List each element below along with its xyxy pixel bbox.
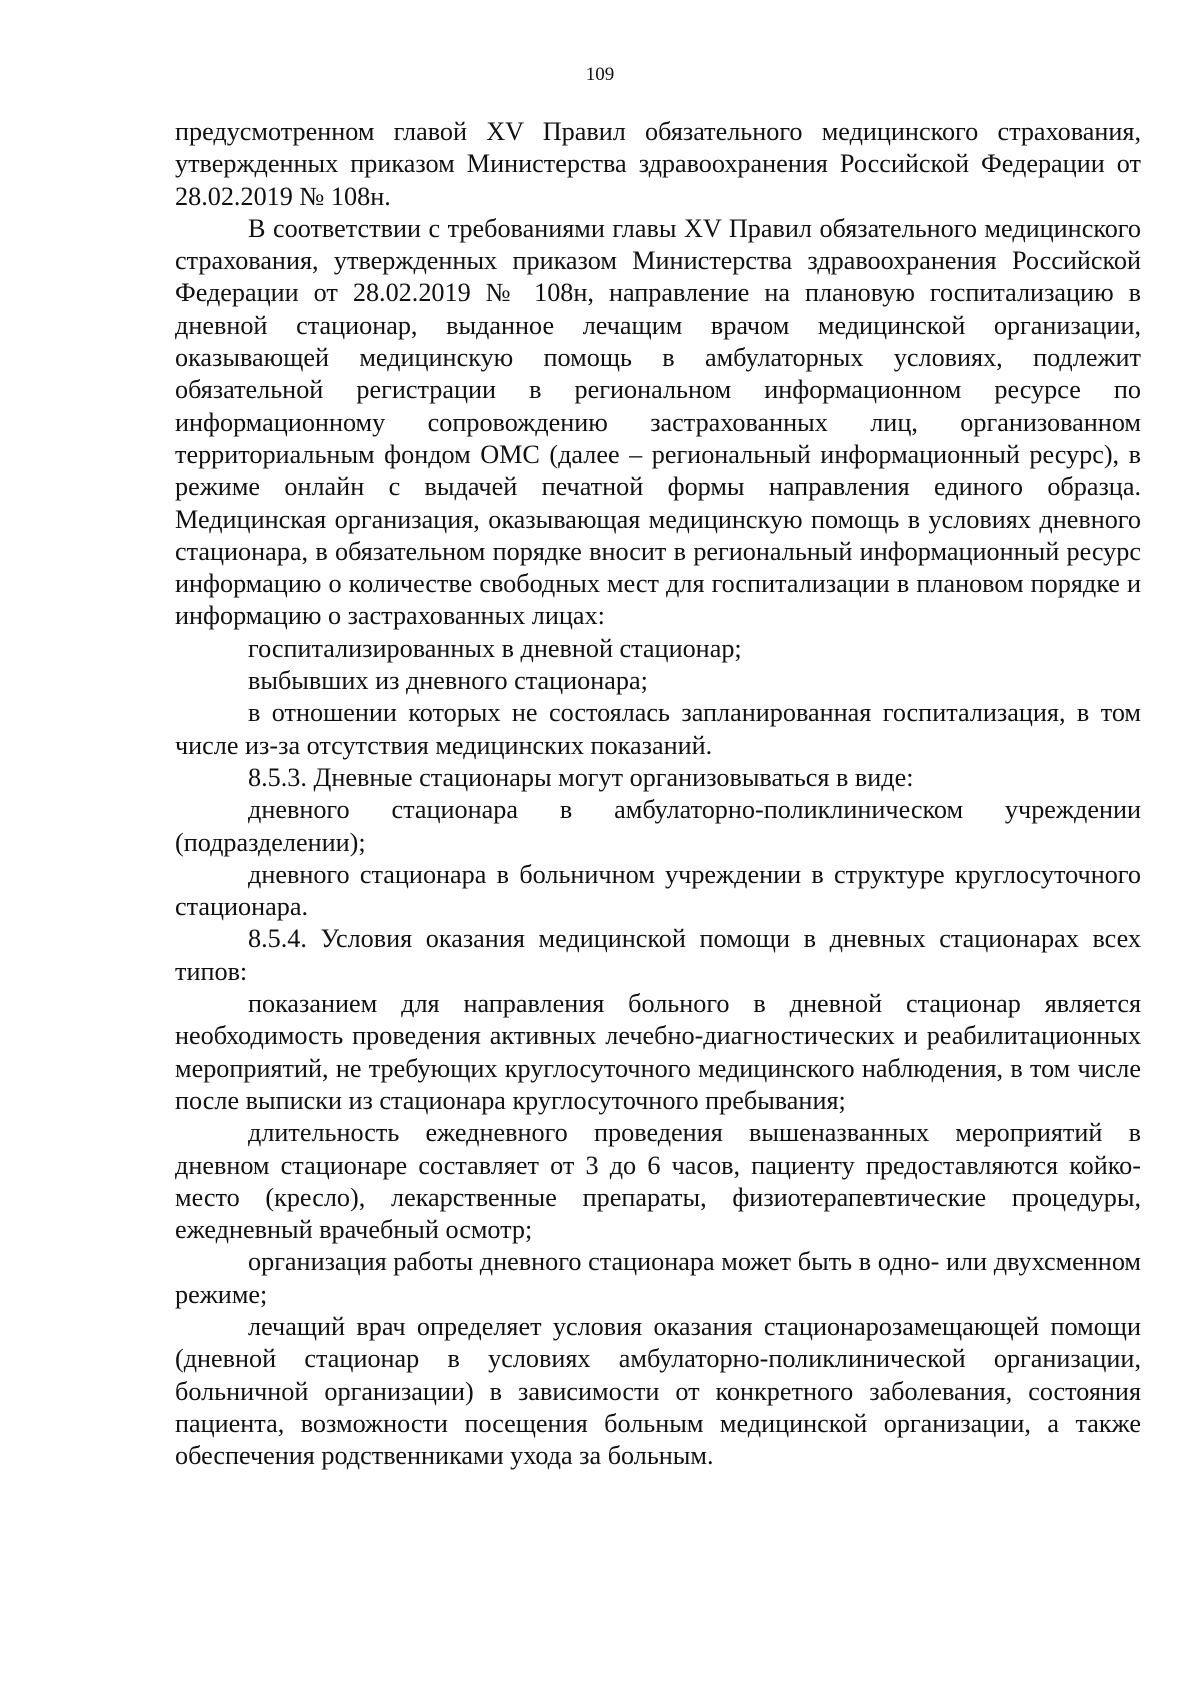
section-paragraph: 8.5.3. Дневные стационары могут организовываться в виде: [248, 762, 914, 792]
section-paragraph: 8.5.4. Условия оказания медицинской помощи в дневных стационарах всех типов: [175, 924, 1141, 986]
document-body [175, 116, 1141, 1472]
list-item: выбывших из дневного стационара; [248, 666, 648, 696]
list-item: длительность ежедневного проведения вышеназванных мероприятий в дневном стационаре составляет от 3 до 6 часов, пациенту предоставляются койко-место (кресло), лекарственные препараты, физиотерапевтические процедуры, ежедневный врачебный осмотр; [175, 1118, 1141, 1245]
list-item: показанием для направления больного в дневной стационар является необходимость проведения активных лечебно-диагностических и реабилитационных мероприятий, не требующих круглосуточного медицинского наблюдения, в том числе после выписки из стационара круглосуточного пребывания; [175, 989, 1141, 1115]
list-item: организация работы дневного стационара может быть в одно- или двухсменном режиме; [175, 1247, 1141, 1309]
page-number: 109 [585, 64, 615, 85]
list-item: дневного стационара в амбулаторно-поликлиническом учреждении (подразделении); [175, 795, 1141, 857]
list-item: госпитализированных в дневной стационар; [248, 633, 742, 663]
list-item: дневного стационара в больничном учреждении в структуре круглосуточного стационара. [175, 859, 1141, 922]
list-item: лечащий врач определяет условия оказания стационарозамещающей помощи (дневной стационар в условиях амбулаторно-поликлинической организации, больничной организации) в зависимости от конкретного заболевания, состояния пациента, возможности посещения больным медицинской организации, а также обеспечения родственниками ухода за больным. [175, 1311, 1141, 1471]
paragraph: предусмотренном главой XV Правил обязательного медицинского страхования, утвержденных приказом Министерства здравоохранения Российской Федерации от 28.02.2019 № 108н. [175, 117, 1141, 211]
list-item: в отношении которых не состоялась запланированная госпитализация, в том числе из-за отсутствия медицинских показаний. [175, 698, 1141, 760]
paragraph: В соответствии с требованиями главы XV Правил обязательного медицинского страхования, утвержденных приказом Министерства здравоохранения Российской Федерации от 28.02.2019 № 108н, направление на плановую госпитализацию в дневной стационар, выданное лечащим врачом медицинской организации, оказывающей медицинскую помощь в амбулаторных условиях, подлежит обязательной регистрации в региональном информационном ресурсе по информационному сопровождению застрахованных лиц, организованном территориальным фондом ОМС (далее – региональный информационный ресурс), в режиме онлайн с выдачей печатной формы направления единого образца. Медицинская организация, оказывающая медицинскую помощь в условиях дневного стационара, в обязательном порядке вносит в региональный информационный ресурс информацию о количестве свободных мест для госпитализации в плановом порядке и информацию о застрахованных лицах: [175, 213, 1141, 631]
